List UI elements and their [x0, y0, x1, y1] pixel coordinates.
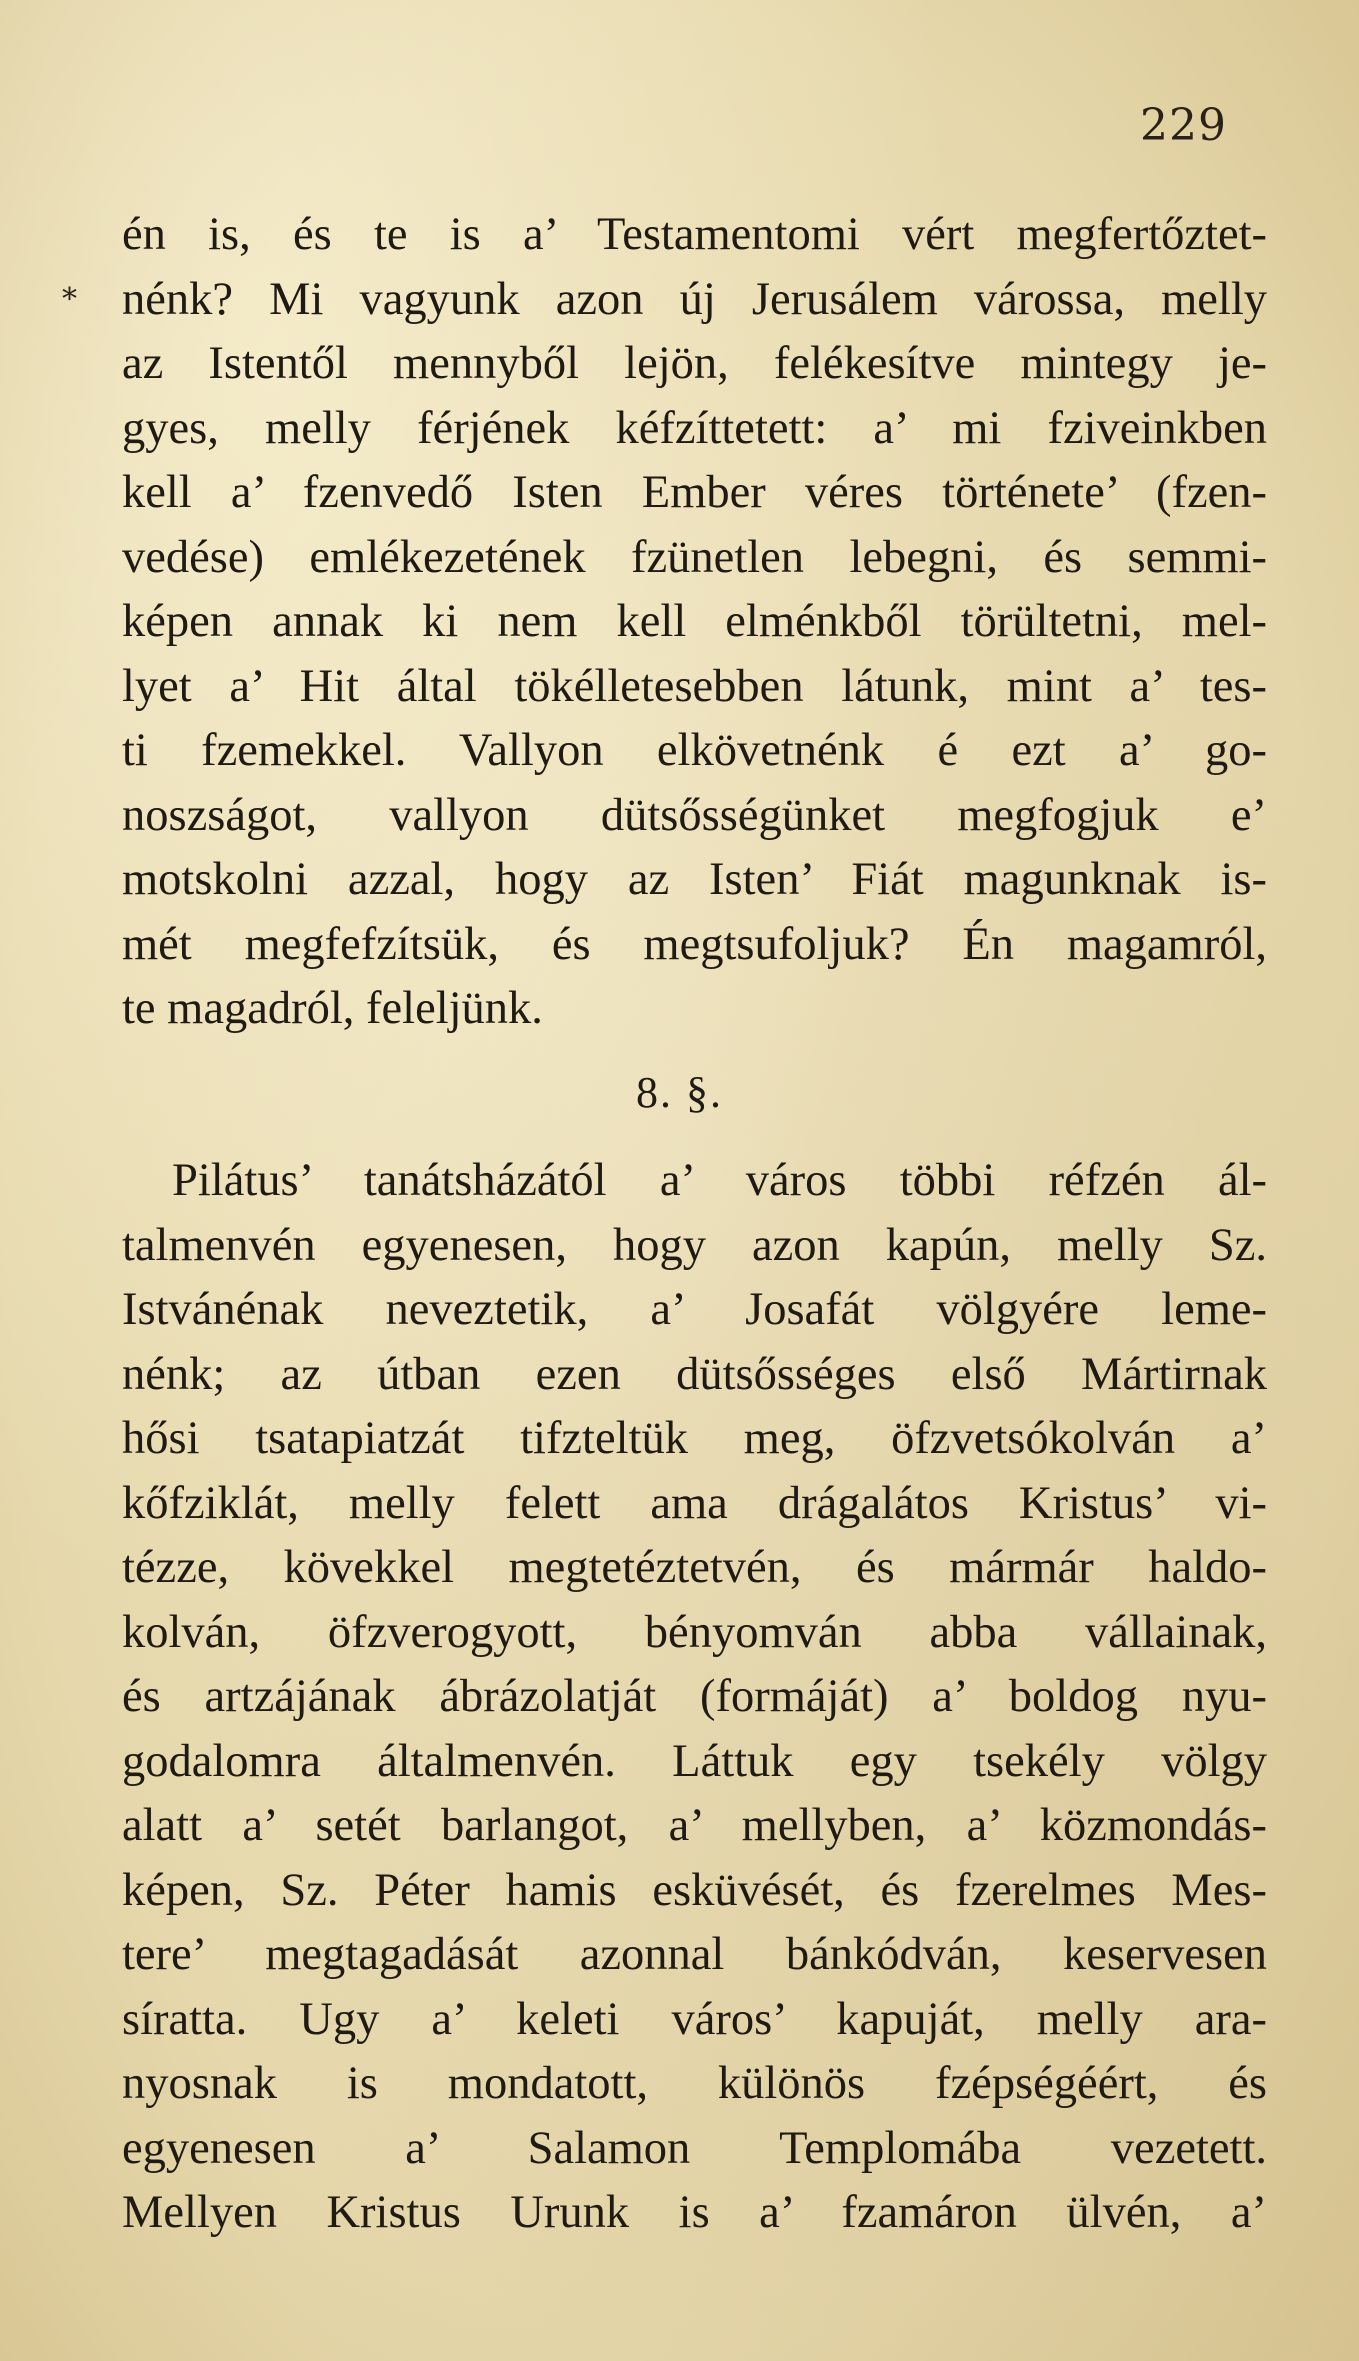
- footnote-marker: *: [62, 282, 77, 317]
- text-line: noszságot, vallyon dütsősségünket megfogjuk e’: [122, 789, 1267, 841]
- text-line: lyet a’ Hit által tökélletesebben látunk, mint a’ tes-: [122, 660, 1267, 712]
- paragraph-1: [122, 203, 1267, 1042]
- text-line: motskolni azzal, hogy az Isten’ Fiát magunknak is-: [122, 854, 1267, 905]
- page-number: 229: [1140, 100, 1227, 151]
- text-line: kolván, öfzverogyott, bényomván abba vállainak,: [122, 1606, 1267, 1658]
- text-line: nénk; az útban ezen dütsősséges első Mártirnak: [122, 1348, 1267, 1400]
- text-line: gyes, melly férjének kéfzíttetett: a’ mi fziveinkben: [122, 402, 1267, 454]
- text-line: nyosnak is mondatott, különös fzépségéért, és: [122, 2058, 1267, 2109]
- text-line: én is, és te is a’ Testamentomi vért megfertőztet-: [122, 209, 1267, 260]
- text-line: Mellyen Kristus Urunk is a’ fzamáron ülvén, a’: [122, 2187, 1267, 2238]
- text-line: vedése) emlékezetének fzünetlen lebegni, és semmi-: [122, 531, 1267, 583]
- text-line: nénk? Mi vagyunk azon új Jerusálem várossa, melly: [122, 273, 1267, 325]
- text-line: tézze, kövekkel megtetéztetvén, és mármár haldo-: [122, 1542, 1267, 1593]
- text-line: Pilátus’ tanátsházától a’ város többi réfzén ál-: [172, 1155, 1267, 1206]
- text-line: hősi tsatapiatzát tifzteltük meg, öfzvetsókolván a’: [122, 1413, 1267, 1464]
- text-line: kell a’ fzenvedő Isten Ember véres története’ (fzen-: [122, 467, 1267, 518]
- text-line: Istvánénak neveztetik, a’ Josafát völgyére leme-: [122, 1284, 1267, 1335]
- text-line: te magadról, feleljünk.: [122, 983, 543, 1034]
- paragraph-2: [122, 1149, 1267, 2246]
- text-line: mét megfefzítsük, és megtsufoljuk? Én magamról,: [122, 918, 1267, 970]
- text-line: talmenvén egyenesen, hogy azon kapún, melly Sz.: [122, 1219, 1267, 1271]
- text-line: síratta. Ugy a’ keleti város’ kapuját, melly ara-: [122, 1993, 1267, 2045]
- text-line: kőfziklát, melly felett ama drágalátos Kristus’ vi-: [122, 1477, 1267, 1529]
- text-line: alatt a’ setét barlangot, a’ mellyben, a’ közmondás-: [122, 1800, 1267, 1851]
- text-line: képen, Sz. Péter hamis esküvését, és fzerelmes Mes-: [122, 1864, 1267, 1916]
- text-line: tere’ megtagadását azonnal bánkódván, keservesen: [122, 1929, 1267, 1980]
- text-line: az Istentől mennyből lejön, felékesítve mintegy je-: [122, 338, 1267, 389]
- text-line: képen annak ki nem kell elménkből törültetni, mel-: [122, 596, 1267, 647]
- text-line: godalomra általmenvén. Láttuk egy tsekély völgy: [122, 1735, 1267, 1787]
- section-heading: 8. §.: [636, 1068, 723, 1117]
- text-line: és artzájának ábrázolatját (formáját) a’ boldog nyu-: [122, 1671, 1267, 1722]
- text-line: ti fzemekkel. Vallyon elkövetnénk é ezt a’ go-: [122, 725, 1267, 776]
- text-line: egyenesen a’ Salamon Templomába vezetett.: [122, 2122, 1267, 2174]
